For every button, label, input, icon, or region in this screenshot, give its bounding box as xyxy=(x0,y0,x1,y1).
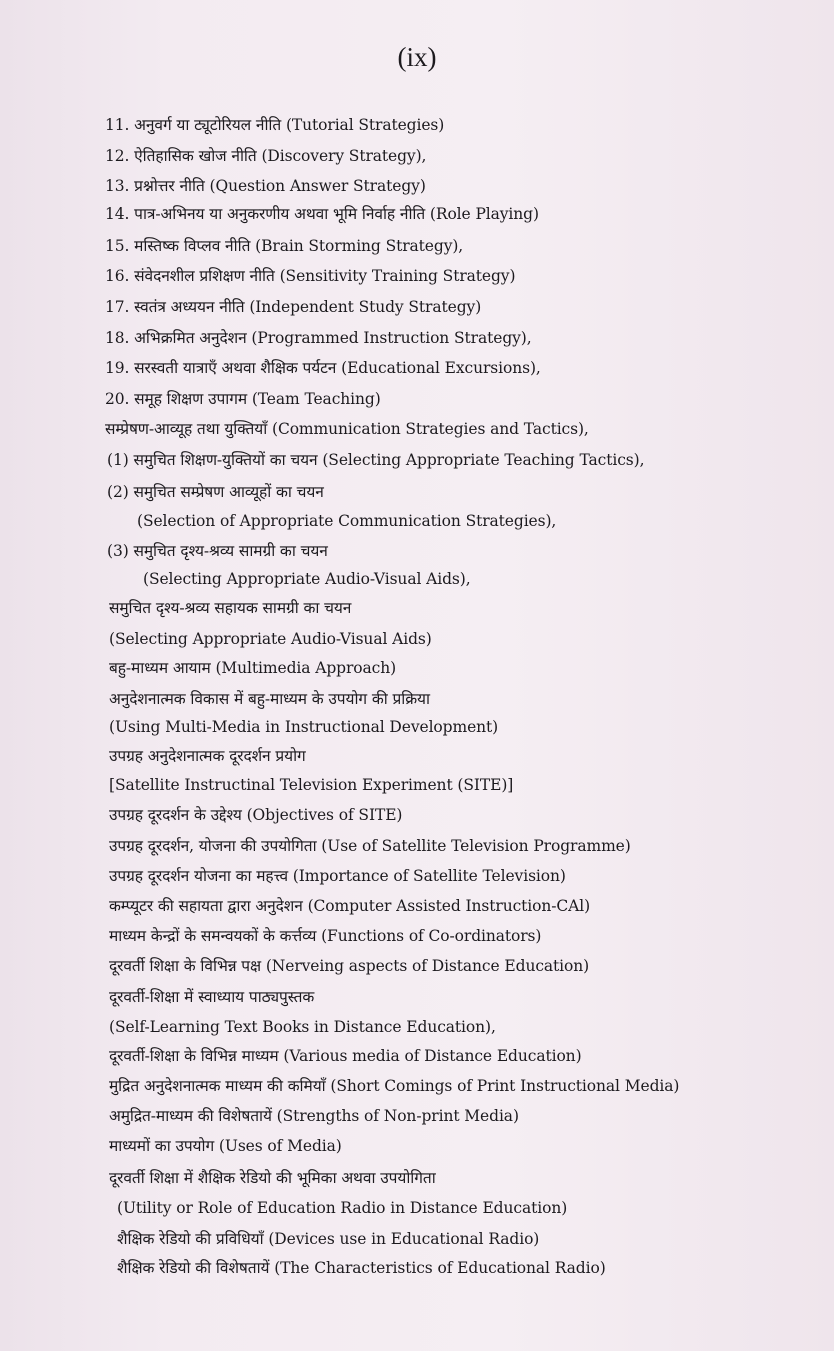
list-item: 14. पात्र-अभिनय या अनुकरणीय अथवा भूमि निर्वाह नीति (Role Playing) xyxy=(105,205,539,223)
list-item: 15. मस्तिष्क विप्लव नीति (Brain Storming Strategy), xyxy=(105,237,464,255)
list-item: (Utility or Role of Education Radio in Distance Education) xyxy=(117,1199,568,1217)
list-item: (2) समुचित सम्प्रेषण आव्यूहों का चयन xyxy=(107,483,324,501)
list-item: 16. संवेदनशील प्रशिक्षण नीति (Sensitivity Training Strategy) xyxy=(105,267,516,285)
list-item: दूरवर्ती-शिक्षा में स्वाध्याय पाठ्यपुस्तक xyxy=(109,988,315,1006)
list-item: बहु-माध्यम आयाम (Multimedia Approach) xyxy=(109,659,397,677)
list-item: (3) समुचित दृश्य-श्रव्य सामग्री का चयन xyxy=(107,542,328,560)
list-item: उपग्रह दूरदर्शन, योजना की उपयोगिता (Use of Satellite Television Programme) xyxy=(109,837,631,855)
list-item: 18. अभिक्रमित अनुदेशन (Programmed Instruction Strategy), xyxy=(105,329,532,347)
list-item: दूरवर्ती शिक्षा के विभिन्न पक्ष (Nerveing aspects of Distance Education) xyxy=(109,957,590,975)
list-item: मुद्रित अनुदेशनात्मक माध्यम की कमियाँ (Short Comings of Print Instructional Media) xyxy=(109,1077,680,1095)
list-item: (Self-Learning Text Books in Distance Education), xyxy=(109,1018,496,1036)
list-item: अनुदेशनात्मक विकास में बहु-माध्यम के उपयोग की प्रक्रिया xyxy=(109,690,430,708)
list-item: शैक्षिक रेडियो की विशेषतायें (The Characteristics of Educational Radio) xyxy=(117,1259,606,1277)
list-item: 11. अनुवर्ग या ट्यूटोरियल नीति (Tutorial Strategies) xyxy=(105,116,445,134)
list-item: 19. सरस्वती यात्राएँ अथवा शैक्षिक पर्यटन (Educational Excursions), xyxy=(105,359,541,377)
list-item: (Using Multi-Media in Instructional Development) xyxy=(109,718,499,736)
list-item: दूरवर्ती शिक्षा में शैक्षिक रेडियो की भूमिका अथवा उपयोगिता xyxy=(109,1169,436,1187)
list-item: (Selecting Appropriate Audio-Visual Aids) xyxy=(109,630,432,648)
list-item: उपग्रह दूरदर्शन के उद्देश्य (Objectives of SITE) xyxy=(109,806,403,824)
list-item: 20. समूह शिक्षण उपागम (Team Teaching) xyxy=(105,390,381,408)
list-item: माध्यम केन्द्रों के समन्वयकों के कर्त्तव्य (Functions of Co-ordinators) xyxy=(109,927,542,945)
list-item: अमुद्रित-माध्यम की विशेषतायें (Strengths of Non-print Media) xyxy=(109,1107,519,1125)
list-item: शैक्षिक रेडियो की प्रविधियाँ (Devices use in Educational Radio) xyxy=(117,1230,540,1248)
list-item: कम्प्यूटर की सहायता द्वारा अनुदेशन (Computer Assisted Instruction-CAl) xyxy=(109,897,591,915)
list-item: माध्यमों का उपयोग (Uses of Media) xyxy=(109,1137,342,1155)
list-item: उपग्रह दूरदर्शन योजना का महत्त्व (Importance of Satellite Television) xyxy=(109,867,566,885)
list-item: (1) समुचित शिक्षण-युक्तियों का चयन (Selecting Appropriate Teaching Tactics), xyxy=(107,451,645,469)
list-item: (Selection of Appropriate Communication Strategies), xyxy=(137,512,557,530)
page-number: (ix) xyxy=(397,42,437,72)
list-item: उपग्रह अनुदेशनात्मक दूरदर्शन प्रयोग xyxy=(109,747,306,765)
list-item: 13. प्रश्नोत्तर नीति (Question Answer Strategy) xyxy=(105,177,426,195)
list-item: 12. ऐतिहासिक खोज नीति (Discovery Strategy), xyxy=(105,147,427,165)
list-item: दूरवर्ती-शिक्षा के विभिन्न माध्यम (Various media of Distance Education) xyxy=(109,1047,582,1065)
list-item: 17. स्वतंत्र अध्ययन नीति (Independent Study Strategy) xyxy=(105,298,482,316)
list-item: समुचित दृश्य-श्रव्य सहायक सामग्री का चयन xyxy=(109,599,352,617)
list-item: सम्प्रेषण-आव्यूह तथा युक्तियाँ (Communication Strategies and Tactics), xyxy=(105,420,589,438)
list-item: (Selecting Appropriate Audio-Visual Aids), xyxy=(143,570,471,588)
list-item: [Satellite Instructinal Television Experiment (SITE)] xyxy=(109,776,514,794)
